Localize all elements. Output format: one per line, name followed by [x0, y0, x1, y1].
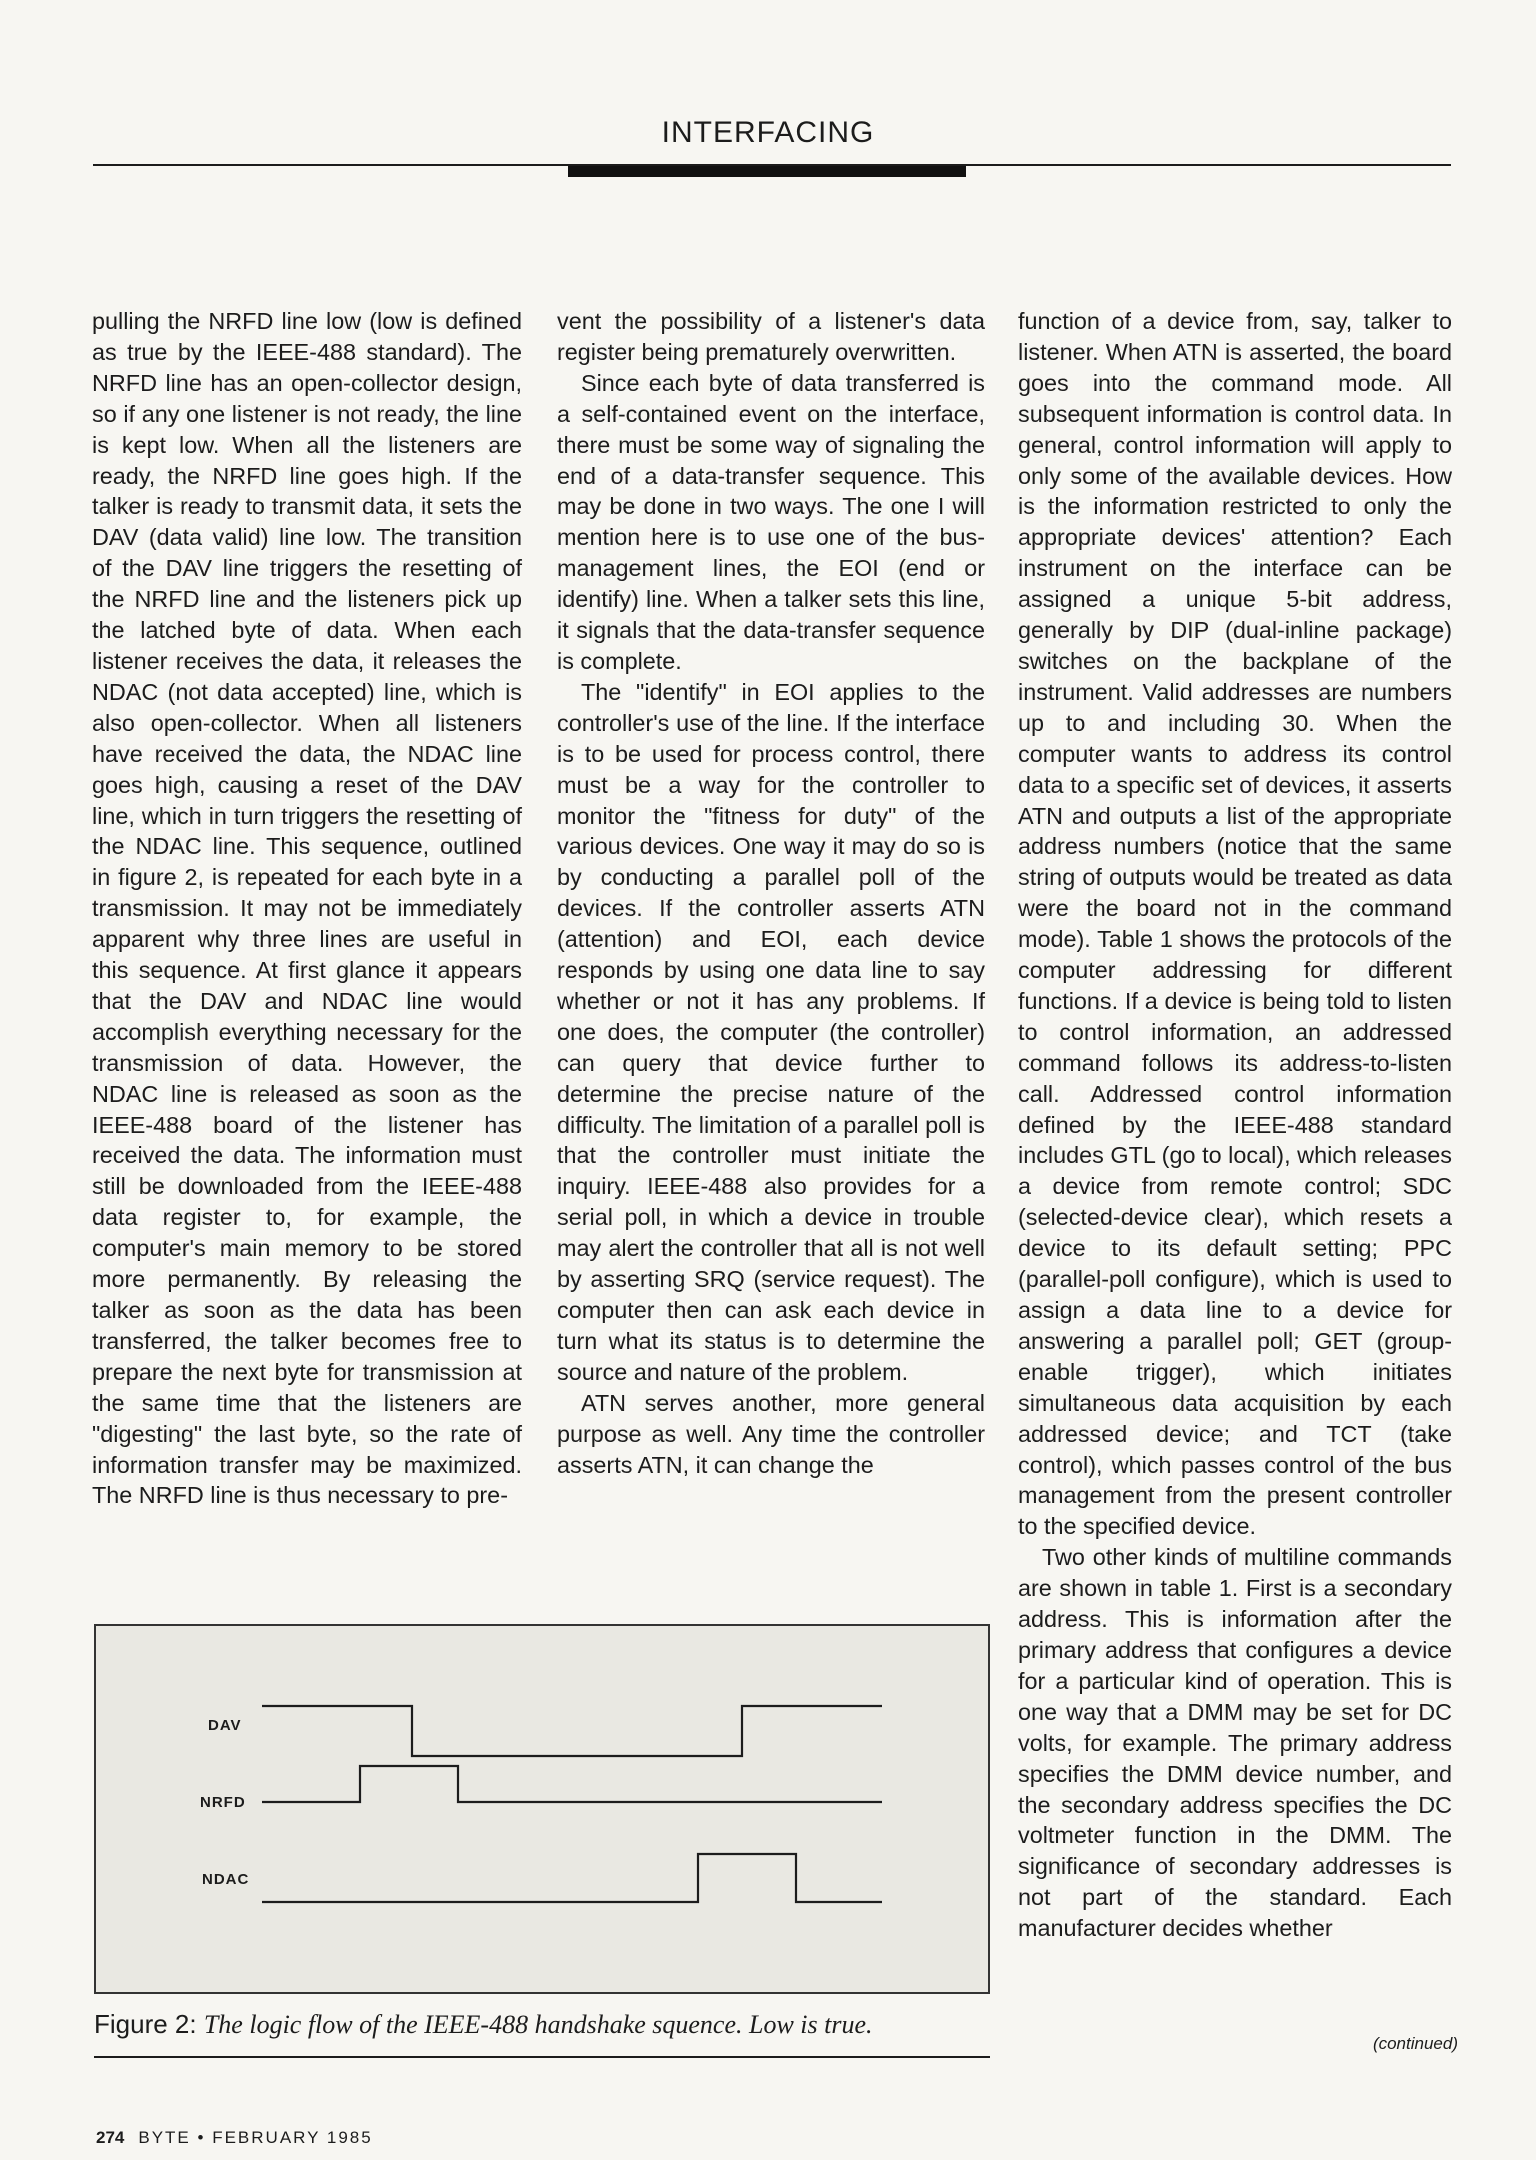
- signal-trace-ndac: [262, 1854, 882, 1902]
- issue-date: FEBRUARY 1985: [212, 2128, 373, 2147]
- paragraph: Two other kinds of multiline commands are shown in table 1. First is a secondary address. This is information after the primary address that configures a device for a particular kind of operation. This is one way that a DMM may be set for DC volts, for example. The primary address specifies the DMM device number, and the secondary address specifies the DC voltmeter function in the DMM. The significance of secondary addresses is not part of the standard. Each manufacturer decides whether: [1018, 1544, 1452, 1942]
- timing-diagram-svg: [96, 1626, 988, 1992]
- figure-caption: [94, 2008, 990, 2041]
- footer-separator: •: [197, 2128, 206, 2147]
- page-footer: [96, 2128, 373, 2148]
- figure-rule: [94, 2056, 990, 2058]
- section-header: INTERFACING: [661, 116, 875, 149]
- text-column-1: [92, 306, 522, 1511]
- text-column-2: [557, 306, 985, 1480]
- paragraph: Since each byte of data transferred is a self-contained event on the interface, there must be some way of signaling the end of a data-transfer sequence. This may be done in two ways. The one I will mention here is to use one of the bus-management lines, the EOI (end or identify) line. When a talker sets this line, it signals that the data-transfer sequence is complete.: [557, 369, 985, 674]
- timing-diagram: [94, 1624, 990, 1994]
- figure-caption-text: The logic flow of the IEEE-488 handshake squence. Low is true.: [203, 2010, 873, 2039]
- magazine-name: BYTE: [138, 2128, 191, 2147]
- paragraph: function of a device from, say, talker to listener. When ATN is asserted, the board goes into the command mode. All subsequent information is control data. In general, control information will apply to only some of the available devices. How is the information restricted to only the appropriate devices' attention? Each instrument on the interface can be assigned a unique 5-bit address, generally by DIP (dual-inline package) switches on the backplane of the instrument. Valid addresses are numbers up to and including 30. When the computer wants to address its control data to a specific set of devices, it asserts ATN and outputs a list of the appropriate address numbers (notice that the same string of outputs would be treated as data were the board not in the command mode). Table 1 shows the protocols of the computer addressing for different functions. If a device is being told to listen to control information, an addressed command follows its address-to-listen call. Addressed control information defined by the IEEE-488 standard includes GTL (go to local), which releases a device from remote control; SDC (selected-device clear), which resets a device to its default setting; PPC (parallel-poll configure), which is used to assign a data line to a device for answering a parallel poll; GET (group-enable trigger), which initiates simultaneous data acquisition by each addressed device; and TCT (take control), which passes control of the bus management from the present controller to the specified device.: [1018, 308, 1452, 1540]
- page-number: 274: [96, 2128, 125, 2147]
- continued-note: (continued): [1372, 2034, 1458, 2053]
- header-rule-bar: [568, 166, 966, 177]
- signal-label-ndac: NDAC: [202, 1871, 250, 1888]
- paragraph: The "identify" in EOI applies to the controller's use of the line. If the interface is to be used for process control, there must be a way for the controller to monitor the "fitness for duty" of the various devices. One way it may do so is by conducting a parallel poll of the devices. If the controller asserts ATN (attention) and EOI, each device responds by using one data line to say whether or not it has any problems. If one does, the computer (the controller) can query that device further to determine the precise nature of the difficulty. The limitation of a parallel poll is that the controller must initiate the inquiry. IEEE-488 also provides for a serial poll, in which a device in trouble may alert the controller that all is not well by asserting SRQ (service request). The computer then can ask each device in turn what its status is to determine the source and nature of the problem.: [557, 678, 985, 1385]
- text-column-3: [1018, 306, 1452, 2041]
- signal-label-dav: DAV: [208, 1717, 242, 1734]
- signal-trace-dav: [262, 1706, 882, 1756]
- signal-label-nrfd: NRFD: [200, 1794, 246, 1811]
- paragraph: pulling the NRFD line low (low is defined as true by the IEEE-488 standard). The NRFD line has an open-collector design, so if any one listener is not ready, the line is kept low. When all the listeners are ready, the NRFD line goes high. If the talker is ready to transmit data, it sets the DAV (data valid) line low. The transition of the DAV line triggers the resetting of the NRFD line and the listeners pick up the latched byte of data. When each listener receives the data, it releases the NDAC (not data accepted) line, which is also open-collector. When all listeners have received the data, the NDAC line goes high, causing a reset of the DAV line, which in turn triggers the resetting of the NDAC line. This sequence, outlined in figure 2, is repeated for each byte in a transmission. It may not be immediately apparent why three lines are useful in this sequence. At first glance it appears that the DAV and NDAC line would accomplish everything necessary for the transmission of data. However, the NDAC line is released as soon as the IEEE-488 board of the listener has received the data. The information must still be downloaded from the IEEE-488 data register to, for example, the computer's main memory to be stored more permanently. By releasing the talker as soon as the data has been transferred, the talker becomes free to prepare the next byte for transmission at the same time that the listeners are "digesting" the last byte, so the rate of information transfer may be maximized. The NRFD line is thus necessary to pre-: [92, 308, 522, 1509]
- figure-caption-label: Figure 2:: [94, 2009, 197, 2039]
- paragraph: vent the possibility of a listener's data register being prematurely overwritten.: [557, 308, 985, 365]
- signal-trace-nrfd: [262, 1766, 882, 1802]
- paragraph: ATN serves another, more general purpose as well. Any time the controller asserts ATN, it can change the: [557, 1389, 985, 1478]
